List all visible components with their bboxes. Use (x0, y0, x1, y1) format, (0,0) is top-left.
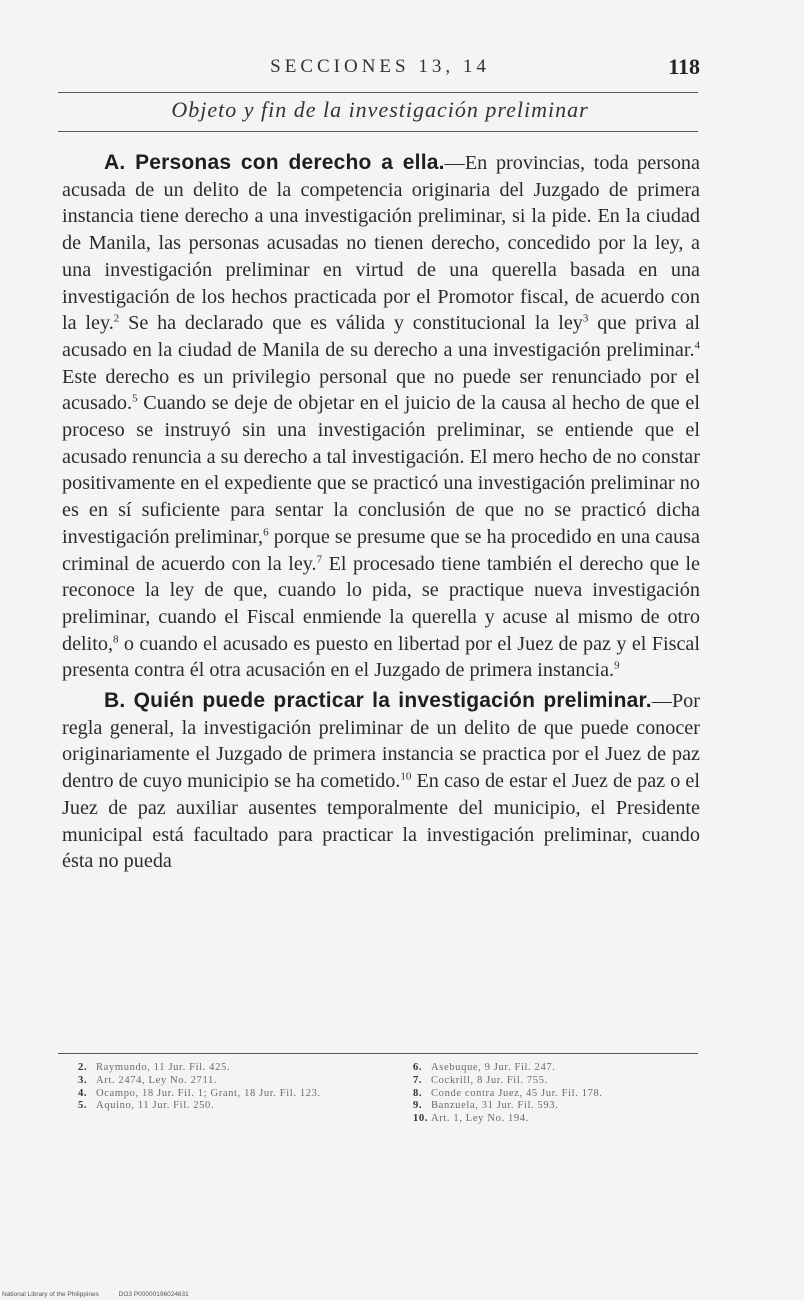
header-rule-bottom (58, 131, 698, 132)
footnote-item: 6. Asebuque, 9 Jur. Fil. 247. (413, 1062, 556, 1073)
footnote-ref: 5 (132, 392, 138, 405)
heading-section-a: A. Personas con derecho a ella. (104, 151, 445, 174)
footnote-ref: 3 (582, 312, 589, 325)
running-title: SECCIONES 13, 14 (270, 56, 490, 77)
footnote-ref: 4 (694, 339, 700, 352)
footnote-item: 7. Cockrill, 8 Jur. Fil. 755. (413, 1074, 548, 1086)
footnote-item: 5. Aquino, 11 Jur. Fil. 250. (78, 1100, 215, 1112)
page-number: 118 (668, 54, 700, 79)
footnote-item: 10. Art. 1, Ley No. 194. (413, 1113, 529, 1125)
scan-code: DO3 P00000196024631 (118, 1291, 189, 1298)
footnotes-right-column (413, 1062, 703, 1126)
footnote-rule (58, 1053, 698, 1054)
paragraph-section-a: A. Personas con derecho a ella.—En provincias, toda persona acusada de un delito de la competencia originaria del Juzgado de primera instancia tiene derecho a una investigación preliminar, si la pide. En la ciudad de Manila, las personas acusadas no tienen derecho, concedido por la ley, a una investigación preliminar en virtud de una querella basada en una investigación de los hechos practicada por el Promotor fiscal, de acuerdo con la ley.$^2$ Se ha declarado que es válida y constitucional la ley$^3$ que priva al acusado en la ciudad de Manila de su derecho a una investigación preliminar.$^4$ Este derecho es un privilegio personal que no puede ser renunciado por el acusado.$^5$ Cuando se deje de objetar en el juicio de la causa al hecho de que el proceso se instruyó sin una investigación preliminar, se entiende que el acusado renuncia a su derecho a tal investigación. El mero hecho de no constar positivamente en el expediente que se practicó una investigación preliminar no es en sí suficiente para sentar la conclusión de que no se practicó dicha investigación preliminar,$^6$ porque se presume que se ha procedido en una causa criminal de acuerdo con la ley.$^7$ El procesado tiene también el derecho que le reconoce la ley de que, cuando lo pida, se practique nueva investigación preliminar, cuando el Fiscal enmiende la querella y acuse al mismo de otro delito,$^8$ o cuando el acusado es puesto en libertad por el Juez de paz y el Fiscal presenta contra él otra acusación en el Juzgado de primera instancia.$^9$ (62, 151, 701, 682)
footnote-ref: 9 (614, 659, 620, 672)
footnote-item: 3. Art. 2474, Ley No. 2711. (78, 1074, 218, 1086)
footnote-item: 8. Conde contra Juez, 45 Jur. Fil. 178. (413, 1087, 603, 1099)
footnote-ref: 7 (316, 552, 323, 565)
heading-section-b: B. Quién puede practicar la investigación preliminar. (104, 689, 652, 713)
library-watermark (2, 1291, 189, 1298)
paragraph-section-b: B. Quién puede practicar la investigación preliminar.—Por regla general, la investigación preliminar de un delito de que puede conocer originariamente el Juzgado de primera instancia se practica por el Juez de paz dentro de cuyo municipio se ha cometido.$^{10}$ En caso de estar el Juez de paz o el Juez de paz auxiliar ausentes temporalmente del municipio, el Presidente municipal está facultado para practicar la investigación preliminar, cuando ésta no pueda (62, 689, 700, 873)
body-text (62, 150, 700, 875)
footnote-item: 4. Ocampo, 18 Jur. Fil. 1; Grant, 18 Jur. Fil. 123. (78, 1087, 321, 1099)
footnotes-left-column (78, 1062, 378, 1113)
footnote-item: 9. Banzuela, 31 Jur. Fil. 593. (413, 1100, 559, 1112)
running-head (60, 56, 700, 86)
footnote-ref: 10 (400, 770, 412, 783)
section-subtitle: Objeto y fin de la investigación preliminar (171, 97, 589, 122)
footnote-ref: 6 (263, 526, 269, 539)
footnote-ref: 2 (113, 312, 120, 325)
header-rule-top (58, 92, 698, 93)
footnote-item: 2. Raymundo, 11 Jur. Fil. 425. (78, 1062, 231, 1073)
footnote-ref: 8 (113, 632, 119, 645)
library-name: National Library of the Philippines (2, 1291, 99, 1298)
